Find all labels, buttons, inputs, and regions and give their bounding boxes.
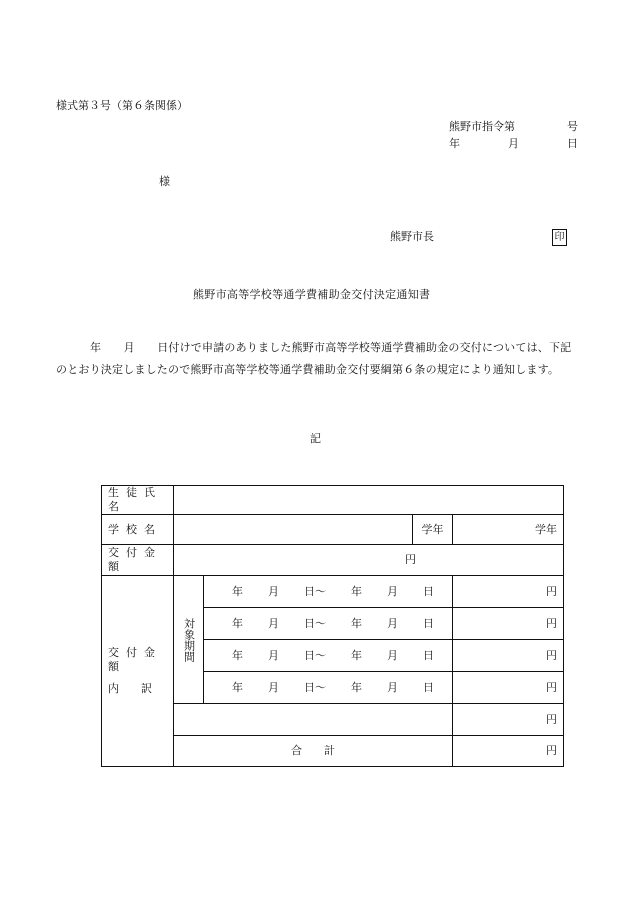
period-range [204,672,453,704]
period-start-month: 月 [268,648,279,662]
grant-table [101,485,564,767]
period-end-month: 月 [387,680,398,694]
period-amount: 円 [453,640,564,672]
table-row [102,576,564,608]
period-start-year: 年 [232,648,243,662]
body-paragraph: 年 月 日付けで申請のありました熊野市高等学校等通学費補助金の交付については、下記のとおり決定しましたので熊野市高等学校等通学費補助金交付要綱第６条の規定により通知します。 [56,341,572,376]
sender-name: 熊野市長 [390,230,434,243]
period-start-day: 日〜 [304,680,326,694]
period-end-month: 月 [387,584,398,598]
amount-value: 円 [174,545,564,576]
period-end-day: 日 [423,648,434,662]
seal-stamp: 印 [552,229,567,246]
period-start-year: 年 [232,584,243,598]
period-start-day: 日〜 [304,648,326,662]
date-month: 月 [508,137,519,150]
addressee-suffix: 様 [159,175,170,188]
period-end-year: 年 [351,616,362,630]
date-year: 年 [449,137,460,150]
breakdown-label [102,576,174,767]
period-end-day: 日 [423,680,434,694]
amount-label: 交付金額 [102,545,174,576]
period-start-year: 年 [232,680,243,694]
date-day: 日 [567,137,578,150]
school-name-label: 学校名 [102,515,174,545]
period-end-month: 月 [387,616,398,630]
issuer-ref-prefix: 熊野市指令第 [449,120,515,133]
total-label: 合 計 [174,736,453,767]
total-amount: 円 [453,736,564,767]
extra-row-amount: 円 [453,704,564,736]
extra-row-field [174,704,453,736]
form-number: 様式第３号（第６条関係） [56,99,188,112]
student-name-field [174,486,564,515]
breakdown-label-line1: 交付金額 [108,646,162,673]
period-amount: 円 [453,576,564,608]
period-amount: 円 [453,608,564,640]
period-label: 対象期間 [174,576,204,704]
period-start-month: 月 [268,680,279,694]
period-amount: 円 [453,672,564,704]
period-range [204,576,453,608]
breakdown-label-line2: 内 訳 [108,682,152,695]
table-row [102,545,564,576]
period-end-month: 月 [387,648,398,662]
period-start-month: 月 [268,616,279,630]
period-end-year: 年 [351,648,362,662]
period-end-day: 日 [423,616,434,630]
grade-label: 学年 [413,515,453,545]
period-end-year: 年 [351,584,362,598]
ki-heading: 記 [310,432,321,445]
table-row [102,486,564,515]
period-start-day: 日〜 [304,584,326,598]
period-range [204,608,453,640]
period-start-month: 月 [268,584,279,598]
grade-value: 学年 [453,515,564,545]
period-start-year: 年 [232,616,243,630]
period-start-day: 日〜 [304,616,326,630]
period-end-day: 日 [423,584,434,598]
school-name-field [174,515,413,545]
issuer-ref-suffix: 号 [567,120,578,133]
table-row [102,515,564,545]
student-name-label: 生徒氏名 [102,486,174,515]
period-end-year: 年 [351,680,362,694]
period-range [204,640,453,672]
document-title: 熊野市高等学校等通学費補助金交付決定通知書 [193,288,431,301]
